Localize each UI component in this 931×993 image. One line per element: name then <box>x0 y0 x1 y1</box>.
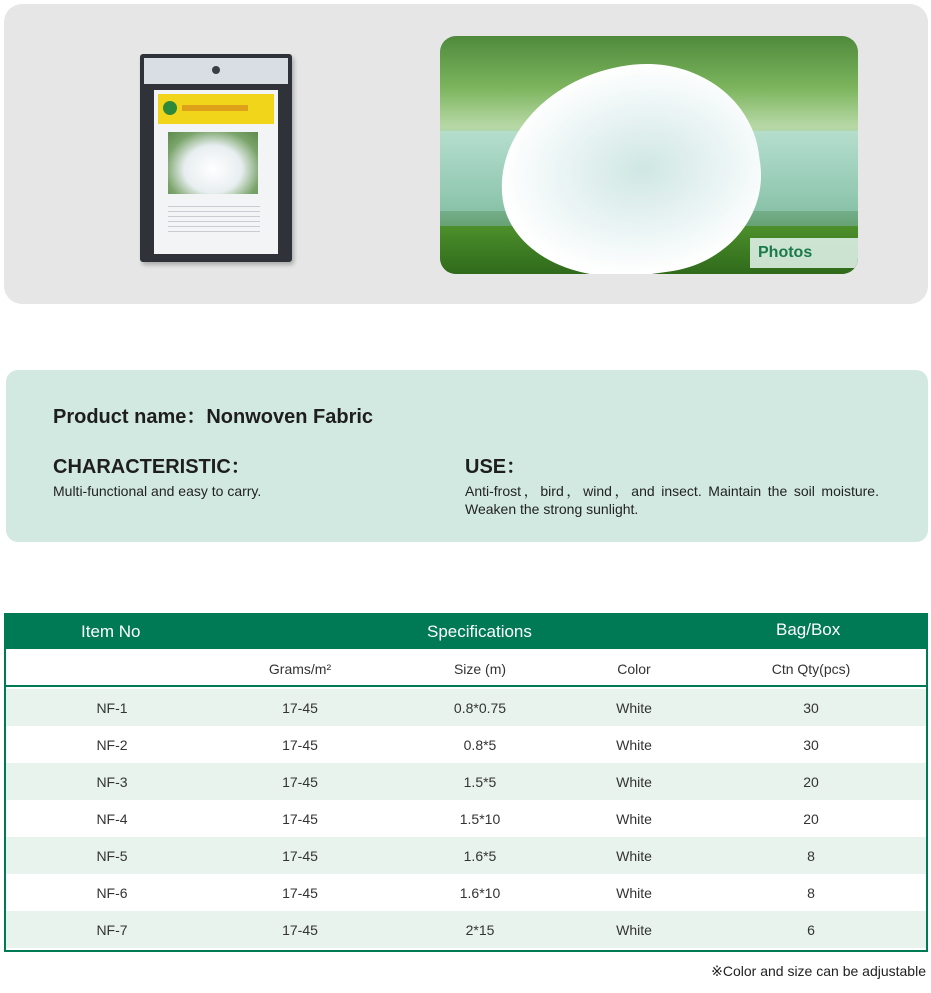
cell-grams: 17-45 <box>282 922 318 938</box>
cell-color: White <box>616 811 652 827</box>
cell-item-no: NF-4 <box>96 811 128 827</box>
use-title: USE： <box>465 456 527 478</box>
cell-item-no: NF-3 <box>96 774 128 790</box>
table-row <box>6 837 926 874</box>
fabric-covered-plant <box>487 49 774 274</box>
cell-grams: 17-45 <box>282 737 318 753</box>
cell-size: 0.8*0.75 <box>453 700 507 716</box>
product-name <box>53 400 373 429</box>
usage-photo <box>440 36 858 274</box>
cell-size: 1.6*10 <box>459 885 501 901</box>
table-row <box>6 874 926 911</box>
cell-color: White <box>616 848 652 864</box>
table-body <box>6 689 926 948</box>
header-size: Size (m) <box>453 661 507 677</box>
header-specifications: Specifications <box>427 622 532 641</box>
product-name-label: Product name： <box>53 406 207 428</box>
table-row <box>6 800 926 837</box>
cell-color: White <box>616 700 652 716</box>
cell-size: 0.8*5 <box>463 737 497 753</box>
table-header-top <box>6 615 926 649</box>
cell-ctn-qty: 20 <box>803 811 819 827</box>
cell-item-no: NF-2 <box>96 737 128 753</box>
package-label <box>158 94 274 124</box>
cell-ctn-qty: 20 <box>803 774 819 790</box>
package-photo <box>168 132 258 194</box>
cell-grams: 17-45 <box>282 811 318 827</box>
use-text: Anti-frost，bird，wind，and insect. Maintain the soil moisture. Weaken the strong sunlight. <box>465 483 879 517</box>
cell-item-no: NF-7 <box>96 922 128 938</box>
cell-ctn-qty: 30 <box>803 737 819 753</box>
table-row <box>6 911 926 948</box>
brand-logo-icon <box>163 101 177 115</box>
cell-size: 1.5*10 <box>459 811 501 827</box>
header-grams: Grams/m² <box>268 661 332 677</box>
cell-size: 1.6*5 <box>463 848 497 864</box>
characteristic-title: CHARACTERISTIC： <box>53 456 251 478</box>
info-panel <box>6 370 928 542</box>
cell-color: White <box>616 922 652 938</box>
package-card <box>154 90 278 254</box>
cell-ctn-qty: 30 <box>803 700 819 716</box>
table-row <box>6 763 926 800</box>
package-hanger <box>144 58 288 84</box>
specifications-table <box>4 613 928 952</box>
header-bag-box: Bag/Box <box>776 620 841 639</box>
package-text-lines <box>168 202 260 232</box>
table-header-sub <box>6 649 926 687</box>
cell-color: White <box>616 737 652 753</box>
cell-color: White <box>616 885 652 901</box>
characteristic-text: Multi-functional and easy to carry. <box>53 483 262 499</box>
table-row <box>6 726 926 763</box>
product-name-value: Nonwoven Fabric <box>206 406 374 428</box>
cell-size: 2*15 <box>465 922 495 938</box>
cell-item-no: NF-5 <box>96 848 128 864</box>
cell-item-no: NF-1 <box>96 700 128 716</box>
cell-grams: 17-45 <box>282 848 318 864</box>
photos-tag: Photos <box>750 238 858 268</box>
header-ctn-qty: Ctn Qty(pcs) <box>771 661 851 677</box>
cell-size: 1.5*5 <box>463 774 497 790</box>
cell-grams: 17-45 <box>282 700 318 716</box>
cell-ctn-qty: 8 <box>807 848 815 864</box>
cell-ctn-qty: 6 <box>807 922 815 938</box>
product-package-image <box>140 54 292 262</box>
cell-color: White <box>616 774 652 790</box>
cell-grams: 17-45 <box>282 885 318 901</box>
header-item-no: Item No <box>81 622 141 641</box>
header-color: Color <box>617 661 651 677</box>
cell-grams: 17-45 <box>282 774 318 790</box>
footnote: ※Color and size can be adjustable <box>711 963 926 979</box>
table-row <box>6 689 926 726</box>
cell-ctn-qty: 8 <box>807 885 815 901</box>
cell-item-no: NF-6 <box>96 885 128 901</box>
